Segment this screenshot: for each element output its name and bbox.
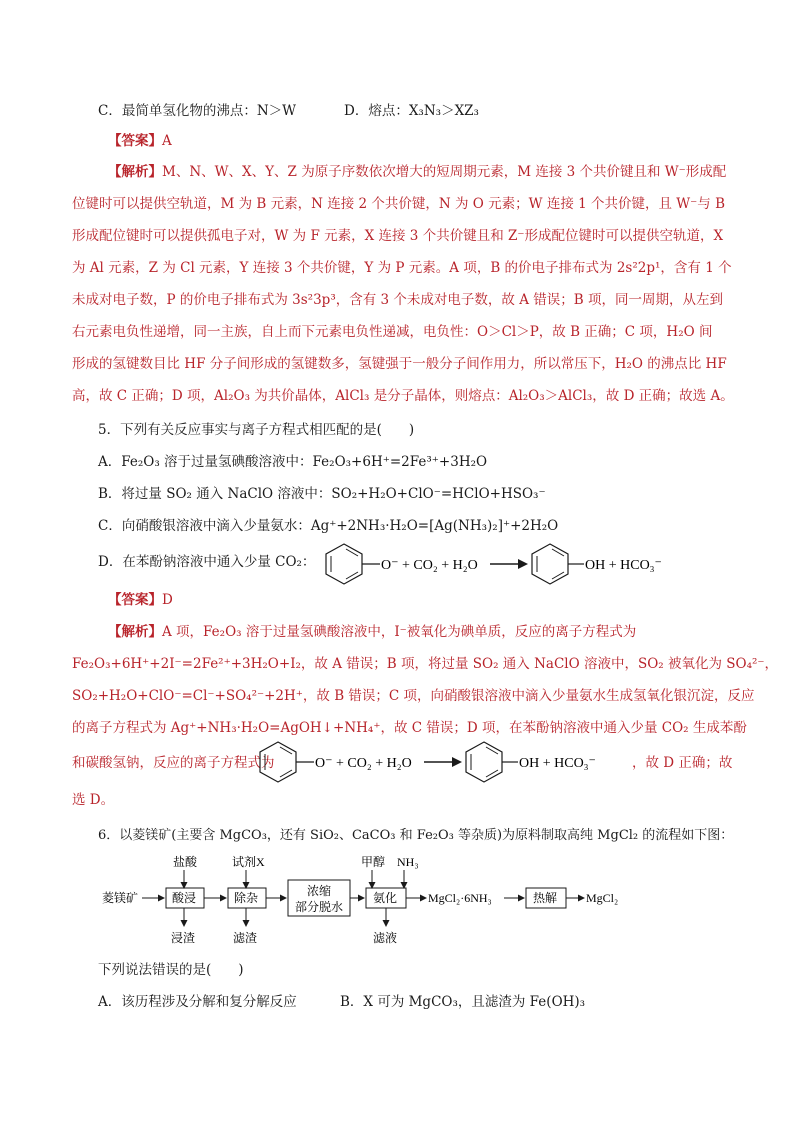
flow-input-methanol: 甲醇	[361, 855, 386, 869]
answer-value: D	[162, 592, 173, 608]
q6-stem: 6．以菱镁矿(主要含 MgCO₃，还有 SiO₂、CaCO₃ 和 Fe₂O₃ 等杂质)为原料制取高纯 MgCl₂ 的流程如下图：	[98, 828, 734, 843]
flow-output-filter-residue: 滤渣	[233, 931, 258, 945]
flow-box-acid-leach-label: 酸浸	[172, 891, 197, 905]
q5-option-c: C．向硝酸银溶液中滴入少量氨水：Ag⁺+2NH₃·H₂O=[Ag(NH₃)₂]⁺+2H₂O	[98, 518, 559, 534]
q5-option-b: B．将过量 SO₂ 通入 NaClO 溶液中：SO₂+H₂O+ClO⁻=HClO+HSO₃⁻	[98, 486, 546, 502]
flow-input-reagent-x: 试剂X	[232, 855, 265, 869]
q5-analysis-last: 选 D。	[72, 792, 115, 808]
q4-option-d: D．熔点：X₃N₃＞XZ₃	[344, 103, 479, 119]
answer-label: 【答案】	[108, 592, 162, 608]
analysis-text: A 项，Fe₂O₃ 溶于过量氢碘酸溶液中，I⁻被氧化为碘单质，反应的离子方程式为	[162, 624, 637, 640]
q5-stem: 5．下列有关反应事实与离子方程式相匹配的是( )	[98, 422, 415, 438]
analysis-label: 【解析】	[108, 164, 162, 180]
q4-option-c: C．最简单氢化物的沸点：N＞W	[98, 103, 297, 119]
q5-option-a: A．Fe₂O₃ 溶于过量氢碘酸溶液中：Fe₂O₃+6H⁺=2Fe³⁺+3H₂O	[98, 454, 488, 470]
q5-analysis-line: 的离子方程式为 Ag⁺+NH₃·H₂O=AgOH↓+NH₄⁺，故 C 错误；D 项，在苯酚钠溶液中通入少量 CO₂ 生成苯酚	[72, 720, 747, 736]
flow-end-product: MgCl₂	[586, 891, 619, 905]
q4-analysis-line: 未成对电子数，P 的价电子排布式为 3s²3p³，含有 3 个未成对电子数，故 A 错误；B 项，同一周期，从左到	[72, 292, 723, 308]
q5-answer	[108, 590, 173, 610]
q4-analysis-line: 为 Al 元素，Z 为 Cl 元素，Y 连接 3 个共价键，Y 为 P 元素。A 项，B 的价电子排布式为 2s²2p¹，含有 1 个	[72, 260, 732, 276]
phenoxide-equation	[318, 540, 698, 586]
equation-left-text: O⁻ + CO₂ + H₂O	[315, 756, 412, 771]
q5-analysis-line: SO₂+H₂O+ClO⁻=Cl⁻+SO₄²⁻+2H⁺，故 B 错误；C 项，向硝酸银溶液中滴入少量氨水生成氢氧化银沉淀，反应	[72, 688, 755, 704]
process-flow-diagram	[100, 850, 660, 950]
arrow-head-icon	[452, 757, 462, 767]
equation-right-text: OH + HCO₃⁻	[585, 558, 662, 573]
answer-label: 【答案】	[108, 133, 162, 149]
flow-box-dehydrate-label: 部分脱水	[295, 900, 344, 914]
q4-analysis-line: 高，故 C 正确；D 项，Al₂O₃ 为共价晶体，AlCl₃ 是分子晶体，则熔点：Al₂O₃＞AlCl₃，故 D 正确；故选 A。	[72, 388, 734, 404]
flow-input-hydrochloric-acid: 盐酸	[173, 855, 198, 869]
flow-box-impurity-removal-label: 除杂	[234, 891, 259, 905]
q4-analysis-line: 位键时可以提供空轨道，M 为 B 元素，N 连接 2 个共价键，N 为 O 元素；W 连接 1 个共价键，且 W⁻与 B	[72, 196, 725, 212]
arrow-head-icon	[518, 559, 528, 569]
q4-analysis-line	[108, 162, 726, 182]
flow-box-ammoniation-label: 氨化	[373, 891, 398, 905]
q5-analysis-line: Fe₂O₃+6H⁺+2I⁻=2Fe²⁺+3H₂O+I₂，故 A 错误；B 项，将过量 SO₂ 通入 NaClO 溶液中，SO₂ 被氧化为 SO₄²⁻，	[72, 656, 779, 672]
q5-analysis-line	[108, 622, 636, 642]
q4-analysis-line: 右元素电负性递增，同一主族，自上而下元素电负性递减，电负性：O＞Cl＞P，故 B 正确；C 项，H₂O 间	[72, 324, 713, 340]
q4-answer	[108, 131, 172, 151]
flow-output-leach-residue: 浸渣	[171, 931, 196, 945]
answer-value: A	[162, 133, 172, 149]
flow-input-ammonia: NH₃	[397, 855, 419, 869]
q5-analysis-tail: ，故 D 正确；故	[632, 755, 733, 771]
q5-analysis-line: 和碳酸氢钠，反应的离子方程式为	[72, 755, 275, 771]
flow-box-pyrolysis-label: 热解	[533, 891, 558, 905]
equation-left-text: O⁻ + CO₂ + H₂O	[381, 558, 478, 573]
q6-option-b: B．X 可为 MgCO₃，且滤渣为 Fe(OH)₃	[340, 994, 586, 1010]
equation-right-text: OH + HCO₃⁻	[519, 756, 596, 771]
analysis-label: 【解析】	[108, 624, 162, 640]
phenoxide-equation-analysis	[252, 738, 632, 784]
q6-ask: 下列说法错误的是( )	[98, 962, 244, 978]
q4-analysis-line: 形成配位键时可以提供孤电子对，W 为 F 元素，X 连接 3 个共价键且和 Z⁻形成配位键时可以提供空轨道，X	[72, 228, 724, 244]
flow-start-material: 菱镁矿	[102, 891, 139, 905]
q6-option-a: A．该历程涉及分解和复分解反应	[98, 994, 297, 1010]
analysis-text: M、N、W、X、Y、Z 为原子序数依次增大的短周期元素，M 连接 3 个共价键且和 W⁻形成配	[162, 164, 727, 180]
flow-box-concentrate-label: 浓缩	[307, 884, 332, 898]
q5-option-d: D．在苯酚钠溶液中通入少量 CO₂：	[98, 554, 316, 570]
q4-analysis-line: 形成的氢键数目比 HF 分子间形成的氢键数多，氢键强于一般分子间作用力，所以常压下，H₂O 的沸点比 HF	[72, 356, 727, 372]
flow-intermediate-product: MgCl₂·6NH₃	[428, 891, 492, 905]
flow-output-filtrate: 滤液	[373, 931, 398, 945]
